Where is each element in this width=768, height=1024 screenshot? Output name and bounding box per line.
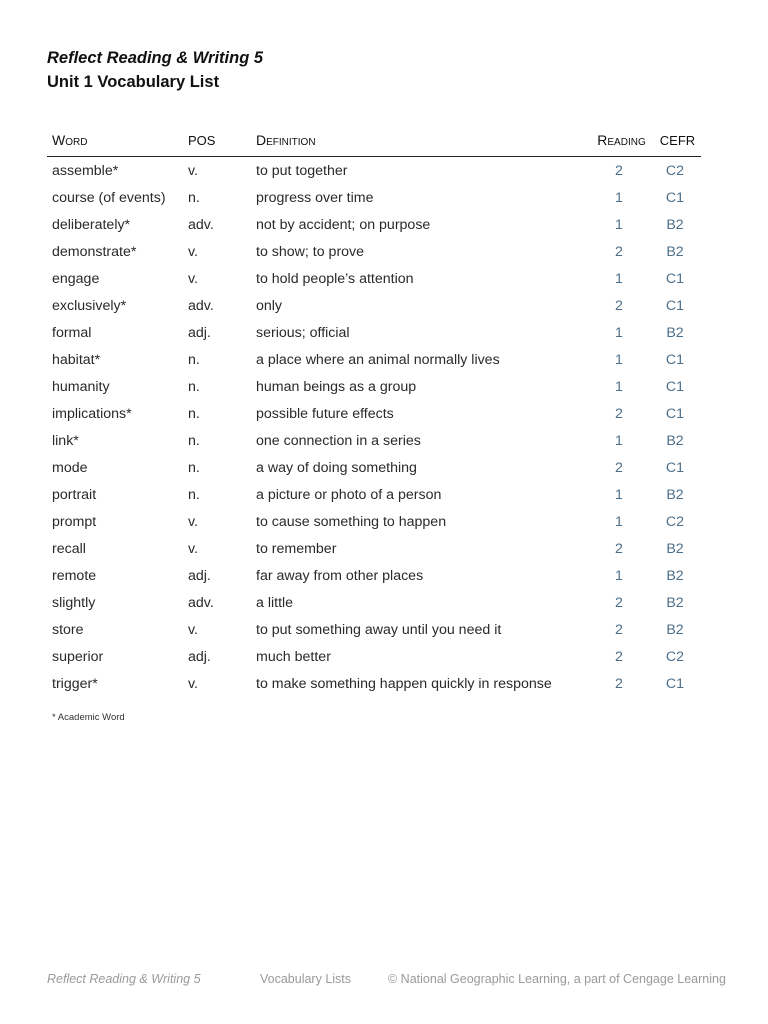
cell-word: engage	[52, 270, 100, 287]
cell-reading: 1	[615, 432, 623, 449]
cell-cefr: B2	[666, 486, 684, 503]
table-row	[47, 616, 701, 643]
cell-pos: v.	[188, 162, 198, 179]
cell-cefr: B2	[666, 594, 684, 611]
table-row	[47, 292, 701, 319]
cell-definition: human beings as a group	[256, 378, 417, 395]
cell-reading: 1	[615, 486, 623, 503]
cell-cefr: C2	[665, 648, 685, 665]
cell-word: prompt	[52, 513, 97, 530]
cell-definition: to make something happen quickly in response	[256, 675, 552, 692]
cell-cefr: B2	[666, 432, 684, 449]
table-row	[47, 319, 701, 346]
cell-reading: 1	[615, 189, 623, 206]
cell-definition: possible future effects	[256, 405, 394, 422]
cell-pos: adv.	[188, 297, 214, 314]
cell-definition: to cause something to happen	[256, 513, 447, 530]
cell-word: habitat*	[52, 351, 101, 368]
table-row	[47, 157, 701, 185]
cell-cefr: C1	[665, 459, 685, 476]
cell-word: recall	[52, 540, 86, 557]
cell-definition: much better	[256, 648, 331, 665]
cell-word: exclusively*	[52, 297, 127, 314]
cell-cefr: B2	[666, 540, 684, 557]
document-title: Reflect Reading & Writing 5	[47, 49, 264, 67]
footer-copyright: © National Geographic Learning, a part of Cengage Learning	[388, 972, 726, 986]
cell-pos: v.	[188, 621, 198, 638]
table-row	[47, 346, 701, 373]
cell-pos: v.	[188, 243, 198, 260]
cell-cefr: B2	[666, 243, 684, 260]
cell-cefr: C2	[665, 162, 685, 179]
column-header-cefr: CEFR	[649, 124, 701, 157]
cell-cefr: C1	[665, 378, 685, 395]
cell-pos: adj.	[188, 567, 211, 584]
cell-reading: 2	[615, 162, 623, 179]
cell-reading: 2	[615, 540, 623, 557]
cell-definition: a little	[256, 594, 294, 611]
table-header-row	[47, 124, 701, 157]
cell-reading: 1	[615, 351, 623, 368]
table-body	[47, 157, 701, 698]
cell-word: trigger*	[52, 675, 98, 692]
cell-pos: v.	[188, 540, 198, 557]
vocabulary-table	[47, 124, 701, 697]
cell-word: mode	[52, 459, 88, 476]
cell-pos: adv.	[188, 594, 214, 611]
cell-cefr: B2	[666, 567, 684, 584]
table-row	[47, 400, 701, 427]
cell-pos: adj.	[188, 324, 211, 341]
cell-definition: a place where an animal normally lives	[256, 351, 500, 368]
cell-pos: n.	[188, 351, 200, 368]
cell-definition: to remember	[256, 540, 337, 557]
cell-cefr: B2	[666, 324, 684, 341]
cell-reading: 1	[615, 270, 623, 287]
cell-reading: 2	[615, 405, 623, 422]
cell-cefr: C1	[665, 351, 685, 368]
footnote: * Academic Word	[52, 712, 125, 723]
cell-word: superior	[52, 648, 104, 665]
cell-definition: one connection in a series	[256, 432, 421, 449]
cell-reading: 1	[615, 324, 623, 341]
table-row	[47, 427, 701, 454]
table-row	[47, 535, 701, 562]
footer-section: Vocabulary Lists	[260, 972, 352, 986]
cell-word: humanity	[52, 378, 110, 395]
table-row	[47, 184, 701, 211]
table-row	[47, 373, 701, 400]
cell-pos: n.	[188, 378, 200, 395]
cell-definition: to put together	[256, 162, 348, 179]
cell-pos: adv.	[188, 216, 214, 233]
cell-cefr: C1	[665, 189, 685, 206]
column-header-reading: Reading	[589, 124, 649, 157]
cell-pos: n.	[188, 189, 200, 206]
cell-word: slightly	[52, 594, 96, 611]
document-subtitle: Unit 1 Vocabulary List	[47, 73, 220, 91]
table-row	[47, 265, 701, 292]
cell-definition: a way of doing something	[256, 459, 417, 476]
cell-pos: adj.	[188, 648, 211, 665]
cell-pos: v.	[188, 513, 198, 530]
cell-word: link*	[52, 432, 79, 449]
cell-definition: progress over time	[256, 189, 374, 206]
cell-definition: to put something away until you need it	[256, 621, 502, 638]
cell-pos: n.	[188, 486, 200, 503]
column-header-word: Word	[47, 124, 183, 157]
cell-definition: not by accident; on purpose	[256, 216, 431, 233]
cell-word: portrait	[52, 486, 97, 503]
cell-cefr: C1	[665, 405, 685, 422]
cell-word: formal	[52, 324, 92, 341]
table-row	[47, 643, 701, 670]
table-row	[47, 238, 701, 265]
table-row	[47, 481, 701, 508]
cell-word: assemble*	[52, 162, 119, 179]
column-header-pos: POS	[183, 124, 251, 157]
column-header-definition: Definition	[251, 124, 589, 157]
cell-pos: n.	[188, 432, 200, 449]
cell-reading: 2	[615, 675, 623, 692]
cell-definition: a picture or photo of a person	[256, 486, 442, 503]
cell-word: implications*	[52, 405, 132, 422]
table-row	[47, 454, 701, 481]
cell-definition: only	[256, 297, 283, 314]
cell-definition: to show; to prove	[256, 243, 365, 260]
table-row	[47, 211, 701, 238]
cell-reading: 1	[615, 378, 623, 395]
table-row	[47, 562, 701, 589]
table-row	[47, 508, 701, 535]
cell-definition: far away from other places	[256, 567, 424, 584]
footer-book-title: Reflect Reading & Writing 5	[47, 972, 201, 986]
cell-cefr: C1	[665, 297, 685, 314]
cell-reading: 1	[615, 567, 623, 584]
cell-word: deliberately*	[52, 216, 131, 233]
cell-cefr: B2	[666, 216, 684, 233]
cell-reading: 2	[615, 594, 623, 611]
cell-word: demonstrate*	[52, 243, 137, 260]
cell-reading: 2	[615, 648, 623, 665]
cell-cefr: C1	[665, 270, 685, 287]
cell-cefr: C1	[665, 675, 685, 692]
cell-word: store	[52, 621, 84, 638]
cell-cefr: B2	[666, 621, 684, 638]
table-row	[47, 589, 701, 616]
cell-pos: n.	[188, 459, 200, 476]
cell-reading: 2	[615, 297, 623, 314]
cell-definition: to hold people’s attention	[256, 270, 414, 287]
cell-reading: 2	[615, 459, 623, 476]
cell-cefr: C2	[665, 513, 685, 530]
cell-pos: v.	[188, 675, 198, 692]
table-row	[47, 670, 701, 697]
cell-pos: n.	[188, 405, 200, 422]
cell-reading: 2	[615, 243, 623, 260]
cell-reading: 1	[615, 513, 623, 530]
cell-reading: 1	[615, 216, 623, 233]
cell-definition: serious; official	[256, 324, 350, 341]
cell-word: course (of events)	[52, 189, 166, 206]
cell-reading: 2	[615, 621, 623, 638]
cell-pos: v.	[188, 270, 198, 287]
cell-word: remote	[52, 567, 97, 584]
